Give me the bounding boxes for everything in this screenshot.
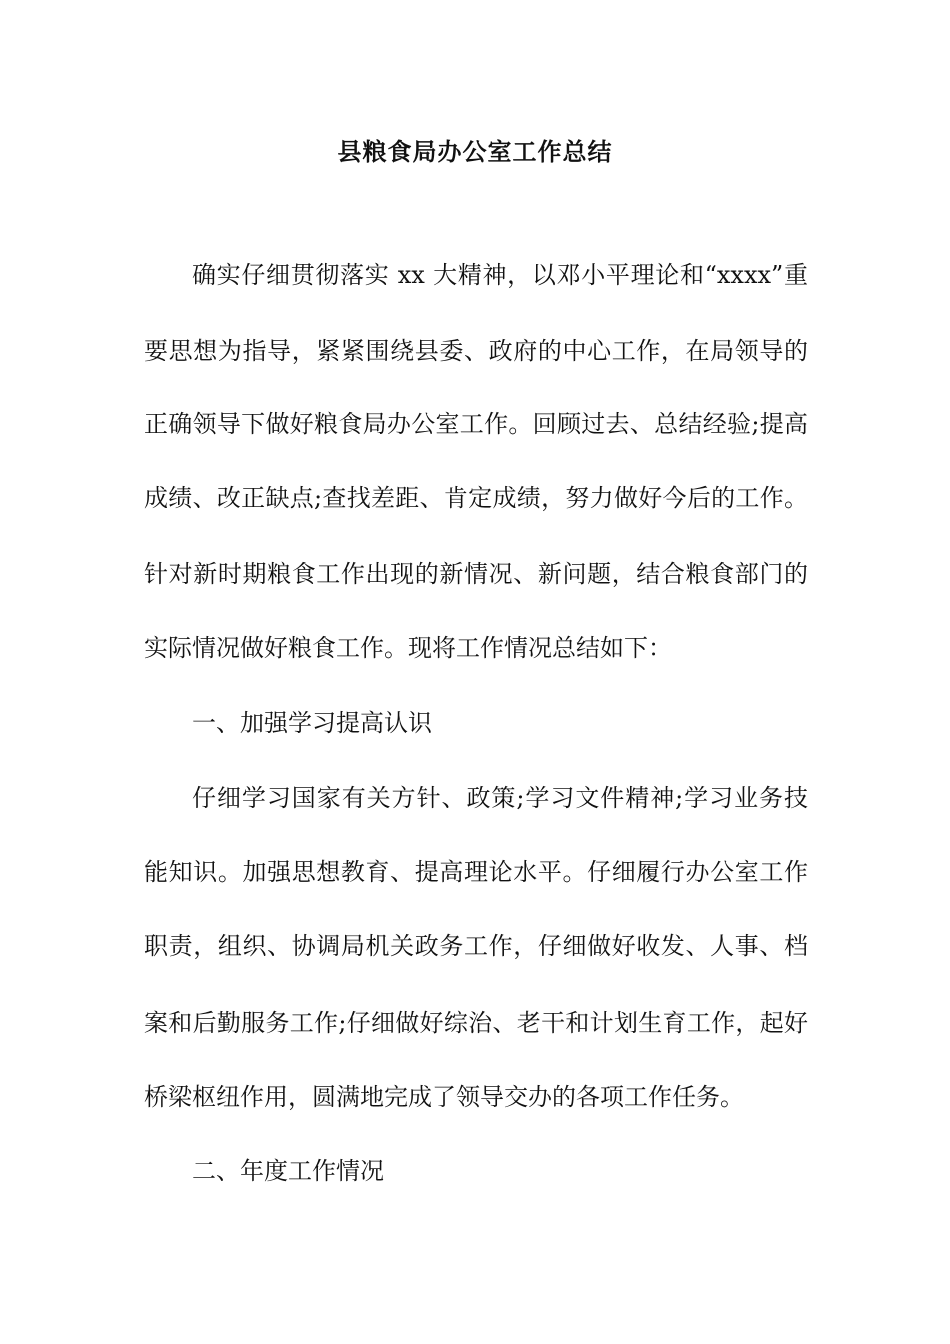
paragraph-2-line-1: 仔细学习国家有关方针、政策;学习文件精神;学习业务技 — [192, 784, 808, 812]
paragraph-2-line-4: 案和后勤服务工作;仔细做好综治、老干和计划生育工作，起好 — [144, 1009, 808, 1037]
document-title: 县粮食局办公室工作总结 — [337, 137, 613, 166]
paragraph-2-line-2: 能知识。加强思想教育、提高理论水平。仔细履行办公室工作 — [144, 858, 808, 886]
section-heading-1: 一、加强学习提高认识 — [192, 709, 432, 737]
paragraph-2-line-3: 职责，组织、协调局机关政务工作，仔细做好收发、人事、档 — [144, 932, 808, 960]
paragraph-1-line-3: 正确领导下做好粮食局办公室工作。回顾过去、总结经验;提高 — [144, 410, 808, 438]
paragraph-1-line-4: 成绩、改正缺点;查找差距、肯定成绩，努力做好今后的工作。 — [144, 484, 808, 512]
paragraph-1-line-1: 确实仔细贯彻落实 xx 大精神，以邓小平理论和“xxxx”重 — [192, 261, 808, 289]
paragraph-1-line-5: 针对新时期粮食工作出现的新情况、新问题，结合粮食部门的 — [144, 560, 808, 588]
paragraph-2-line-5: 桥梁枢纽作用，圆满地完成了领导交办的各项工作任务。 — [144, 1083, 744, 1111]
paragraph-1-line-6: 实际情况做好粮食工作。现将工作情况总结如下： — [144, 634, 672, 662]
paragraph-1-line-2: 要思想为指导，紧紧围绕县委、政府的中心工作，在局领导的 — [144, 337, 808, 365]
section-heading-2: 二、年度工作情况 — [192, 1157, 384, 1185]
